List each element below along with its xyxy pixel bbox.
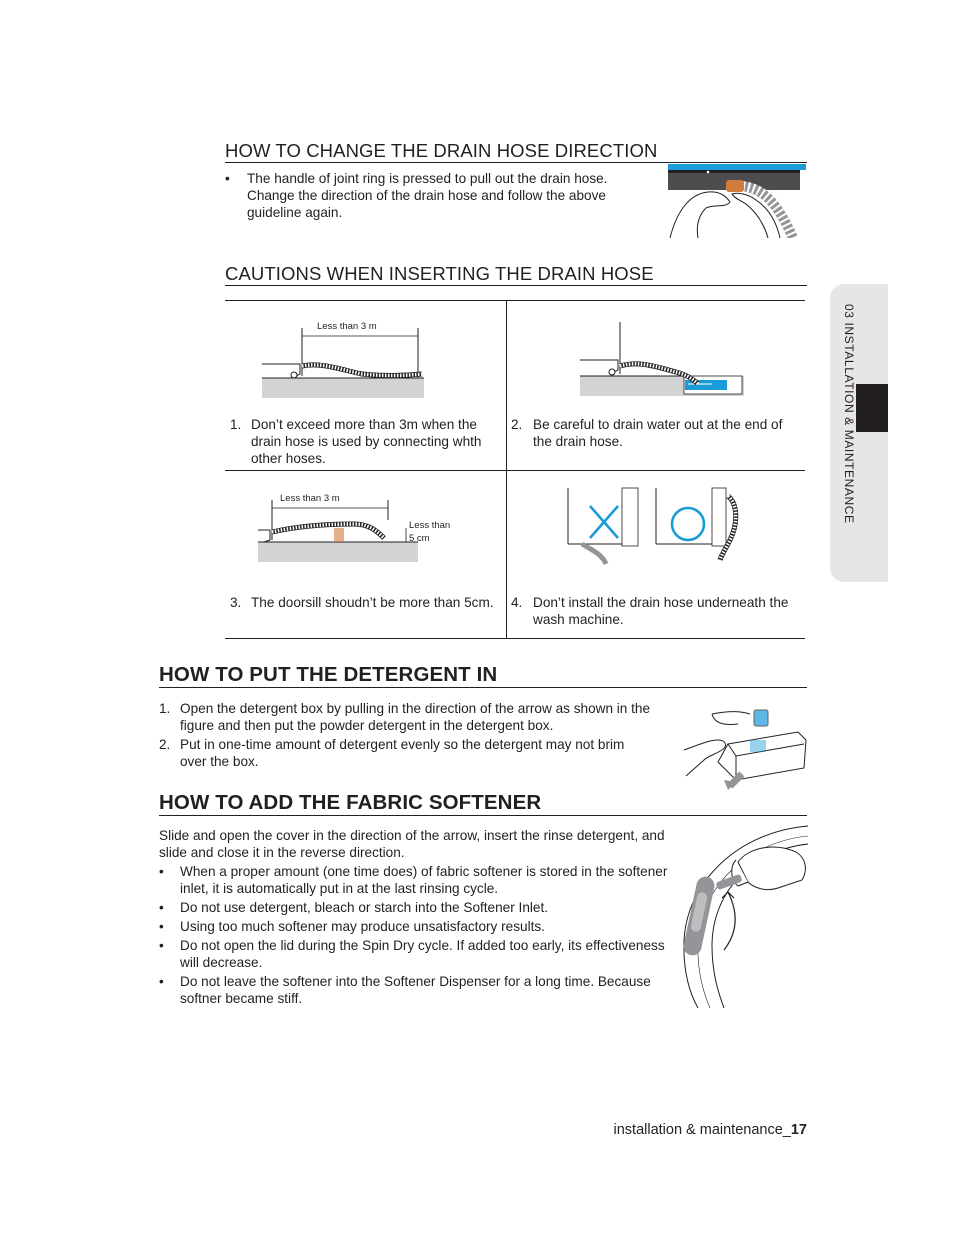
table-column-divider xyxy=(506,300,507,638)
item-number: 4. xyxy=(511,595,523,610)
softener-dispenser-illustration xyxy=(678,822,810,1008)
chapter-tab-marker xyxy=(856,384,888,432)
text-line: Don’t install the drain hose underneath the xyxy=(533,595,789,610)
text-line: Change the direction of the drain hose and follow the above xyxy=(247,188,606,203)
text-line: slide and close it in the reverse direction. xyxy=(159,845,405,860)
text-line: over the box. xyxy=(180,754,259,769)
text-line: softner became stiff. xyxy=(180,991,303,1006)
caution-item-4 xyxy=(511,594,801,630)
detergent-box-illustration xyxy=(678,696,808,792)
item-number: 2. xyxy=(511,417,523,432)
bullet-mark: • xyxy=(159,900,164,915)
heading-detergent: HOW TO PUT THE DETERGENT IN xyxy=(159,663,498,686)
page-number: 17 xyxy=(790,1122,807,1138)
fig-label: Less than 3 m xyxy=(317,321,377,332)
softener-intro xyxy=(159,827,679,861)
text-line: drain hose is used by connecting whth xyxy=(251,434,482,449)
heading-cautions: CAUTIONS WHEN INSERTING THE DRAIN HOSE xyxy=(225,263,654,284)
detergent-item-2 xyxy=(159,736,669,772)
table-top-border xyxy=(225,300,805,301)
fig-label: Less than 3 m xyxy=(280,493,340,504)
heading-drain-direction: HOW TO CHANGE THE DRAIN HOSE DIRECTION xyxy=(225,140,658,161)
hose-length-figure xyxy=(262,318,426,400)
text-line: inlet, it is automatically put in at the last rinsing cycle. xyxy=(180,881,499,896)
doorsill-figure xyxy=(258,490,458,562)
bullet-mark: • xyxy=(159,974,164,989)
page-footer xyxy=(600,1122,807,1138)
heading-softener: HOW TO ADD THE FABRIC SOFTENER xyxy=(159,791,542,814)
text-line: The handle of joint ring is pressed to pull out the drain hose. xyxy=(247,171,608,186)
item-number: 3. xyxy=(230,595,242,610)
item-number: 1. xyxy=(230,417,242,432)
text-line: Slide and open the cover in the direction of the arrow, insert the rinse detergent, and xyxy=(159,828,665,843)
softener-bullet-4 xyxy=(159,937,679,973)
footer-section: installation & maintenance_ xyxy=(613,1122,791,1138)
text-line: the drain hose. xyxy=(533,434,623,449)
rule-drain-direction xyxy=(225,162,807,163)
fig-label-line: Less than xyxy=(409,520,451,531)
text-line: When a proper amount (one time does) of fabric softener is stored in the softener xyxy=(180,864,668,879)
caution-item-3 xyxy=(230,594,502,612)
table-bottom-border xyxy=(225,638,805,639)
text-line: Do not open the lid during the Spin Dry cycle. If added too early, its effectiveness xyxy=(180,938,665,953)
caution-item-1 xyxy=(230,416,502,468)
bullet-mark: • xyxy=(225,171,230,186)
text-line: other hoses. xyxy=(251,451,326,466)
softener-bullet-5 xyxy=(159,973,679,1009)
caution-item-2 xyxy=(511,416,801,452)
item-number: 1. xyxy=(159,701,171,716)
hose-underneath-figure xyxy=(562,484,748,568)
drain-water-figure xyxy=(580,320,744,396)
softener-bullet-1 xyxy=(159,863,679,899)
text-line: The doorsill shoudn’t be more than 5cm. xyxy=(251,595,494,610)
bullet-mark: • xyxy=(159,919,164,934)
text-line: guideline again. xyxy=(247,205,343,220)
table-middle-border xyxy=(225,470,805,471)
softener-bullet-2 xyxy=(159,899,679,917)
text-line: Using too much softener may produce unsatisfactory results. xyxy=(180,919,545,934)
bullet-mark: • xyxy=(159,864,164,879)
detergent-item-1 xyxy=(159,700,669,736)
text-line: Do not use detergent, bleach or starch into the Softener Inlet. xyxy=(180,900,549,915)
rule-cautions xyxy=(225,285,807,286)
drain-direction-bullet xyxy=(225,170,625,224)
softener-bullet-3 xyxy=(159,918,679,936)
fig-label-line: 5 cm xyxy=(409,533,430,544)
drain-hose-removal-illustration xyxy=(668,164,806,238)
rule-softener xyxy=(159,815,807,816)
rule-detergent xyxy=(159,687,807,688)
text-line: wash machine. xyxy=(533,612,624,627)
chapter-side-tab xyxy=(830,284,888,582)
text-line: Put in one-time amount of detergent evenly so the detergent may not brim xyxy=(180,737,625,752)
text-line: Don’t exceed more than 3m when the xyxy=(251,417,477,432)
text-line: Open the detergent box by pulling in the direction of the arrow as shown in the xyxy=(180,701,651,716)
text-line: figure and then put the powder detergent in the detergent box. xyxy=(180,718,554,733)
text-line: will decrease. xyxy=(180,955,263,970)
text-line: Do not leave the softener into the Softener Dispenser for a long time. Because xyxy=(180,974,651,989)
chapter-tab-label: 03 INSTALLATION & MAINTENANCE xyxy=(842,304,856,524)
text-line: Be careful to drain water out at the end of xyxy=(533,417,783,432)
item-number: 2. xyxy=(159,737,171,752)
bullet-mark: • xyxy=(159,938,164,953)
